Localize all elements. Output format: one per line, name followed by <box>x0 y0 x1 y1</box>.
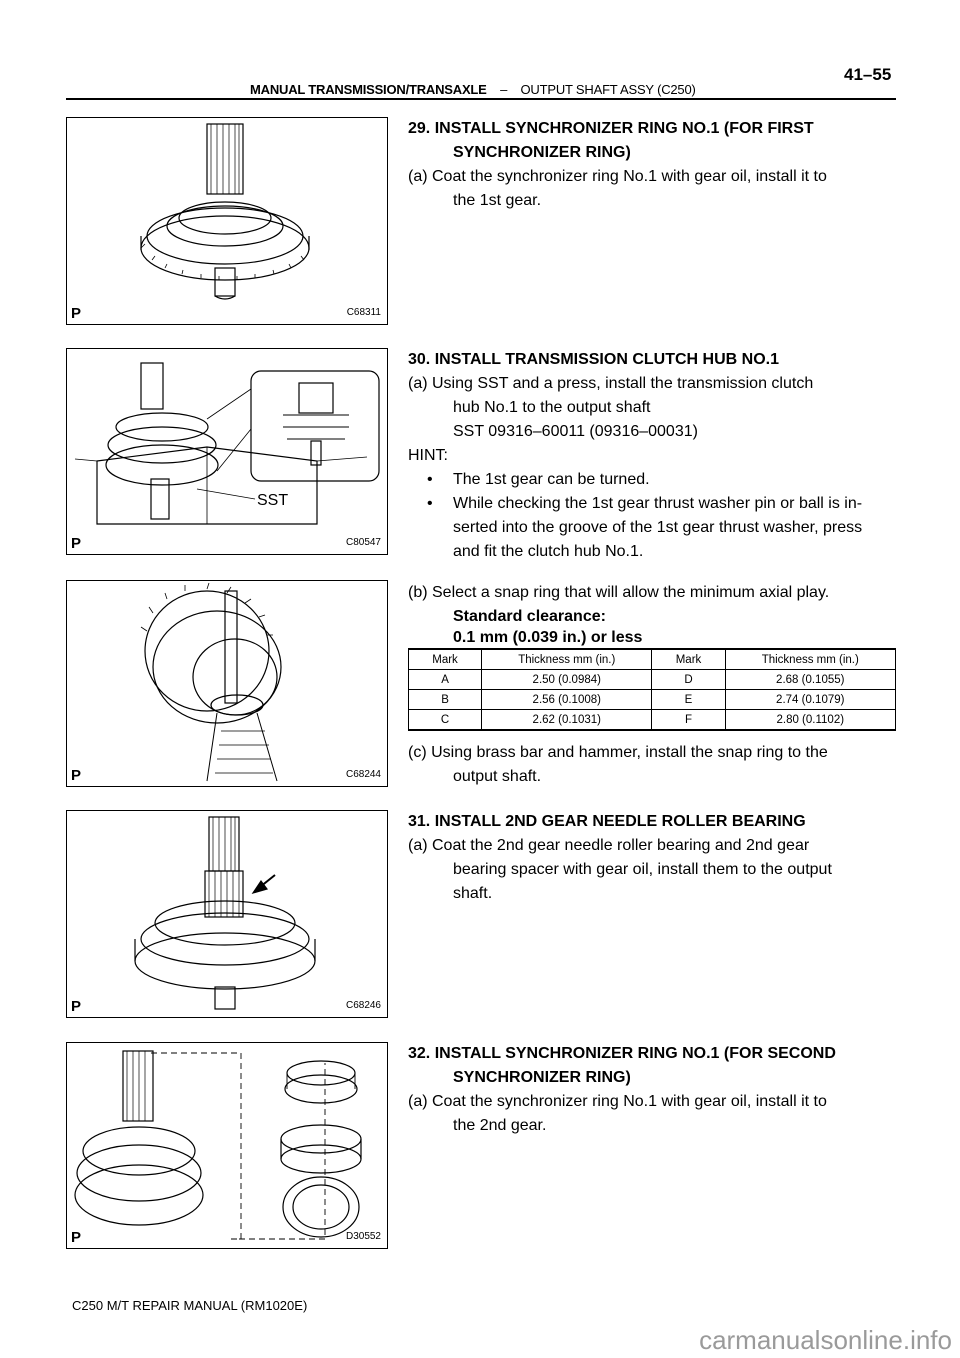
step-32-title-cont: SYNCHRONIZER RING) <box>453 1069 631 1086</box>
step-30-a-cont: hub No.1 to the output shaft <box>453 399 651 416</box>
table-cell: 2.50 (0.0984) <box>482 670 652 690</box>
table-cell: 2.56 (0.1008) <box>482 690 652 710</box>
table-row <box>409 690 896 710</box>
table-cell: 2.80 (0.1102) <box>725 710 895 731</box>
step-30-c-cont: output shaft. <box>453 768 542 785</box>
step-32-a-cont: the 2nd gear. <box>453 1117 547 1134</box>
figure-illustration <box>67 811 389 1019</box>
watermark: carmanualsonline.info <box>699 1325 952 1355</box>
table-cell: B <box>409 690 482 710</box>
table-cell: A <box>409 670 482 690</box>
snap-ring-table <box>408 648 896 731</box>
step-30-b: (b) Select a snap ring that will allow the minimum axial play. <box>408 584 830 601</box>
table-header-cell: Mark <box>409 649 482 670</box>
header-section: MANUAL TRANSMISSION/TRANSAXLE <box>250 82 487 97</box>
figure-synchronizer-ring-first <box>66 117 388 325</box>
figure-code: C68246 <box>345 1000 381 1011</box>
figure-clutch-hub-press <box>66 348 388 555</box>
figure-p-mark: P <box>71 535 82 552</box>
table-row <box>409 670 896 690</box>
step-30-c: (c) Using brass bar and hammer, install the snap ring to the <box>408 744 828 761</box>
figure-illustration <box>67 581 389 788</box>
step-31-a-cont: bearing spacer with gear oil, install them to the output <box>453 861 832 878</box>
table-cell: 2.62 (0.1031) <box>482 710 652 731</box>
step-30-sst: SST 09316–60011 (09316–00031) <box>453 423 698 440</box>
figure-p-mark: P <box>71 998 82 1015</box>
step-31-a: (a) Coat the 2nd gear needle roller bearing and 2nd gear <box>408 837 810 854</box>
figure-code: C68244 <box>345 769 381 780</box>
hint-bullet-2-cont2: and fit the clutch hub No.1. <box>453 543 644 560</box>
hint-bullet-2-cont: serted into the groove of the 1st gear thrust washer, press <box>453 519 863 536</box>
bullet-icon: • <box>427 495 433 512</box>
figure-illustration <box>67 118 389 326</box>
figure-illustration <box>67 349 389 556</box>
sst-callout-label: SST <box>257 492 289 509</box>
running-header <box>250 82 696 97</box>
step-29-title: 29. INSTALL SYNCHRONIZER RING NO.1 (FOR FIRST <box>408 120 814 137</box>
figure-snap-ring-install <box>66 580 388 787</box>
header-separator: – <box>500 82 508 97</box>
hint-bullet-2 <box>427 492 863 516</box>
step-30-title: 30. INSTALL TRANSMISSION CLUTCH HUB NO.1 <box>408 351 779 368</box>
hint-bullet-1 <box>427 468 650 492</box>
figure-code: C68311 <box>346 307 381 318</box>
figure-p-mark: P <box>71 1229 82 1246</box>
figure-illustration <box>67 1043 389 1250</box>
step-32-title: 32. INSTALL SYNCHRONIZER RING NO.1 (FOR SECOND <box>408 1045 836 1062</box>
table-cell: D <box>652 670 725 690</box>
step-29-a-cont: the 1st gear. <box>453 192 542 209</box>
page-footer: C250 M/T REPAIR MANUAL (RM1020E) <box>72 1298 308 1313</box>
header-subsection: OUTPUT SHAFT ASSY (C250) <box>520 82 696 97</box>
figure-p-mark: P <box>71 767 82 784</box>
figure-needle-roller-bearing <box>66 810 388 1018</box>
step-29-a: (a) Coat the synchronizer ring No.1 with gear oil, install it to <box>408 168 827 185</box>
step-29-title-cont: SYNCHRONIZER RING) <box>453 144 631 161</box>
page-number: 41–55 <box>844 65 892 84</box>
figure-code: C80547 <box>345 537 381 548</box>
table-cell: E <box>652 690 725 710</box>
table-header-cell: Thickness mm (in.) <box>725 649 895 670</box>
hint-label: HINT: <box>408 447 448 464</box>
figure-code: D30552 <box>345 1231 381 1242</box>
table-cell: 2.68 (0.1055) <box>725 670 895 690</box>
table-header-cell: Thickness mm (in.) <box>482 649 652 670</box>
figure-synchronizer-ring-second <box>66 1042 388 1249</box>
table-cell: C <box>409 710 482 731</box>
step-32-a: (a) Coat the synchronizer ring No.1 with gear oil, install it to <box>408 1093 827 1110</box>
table-cell: F <box>652 710 725 731</box>
table-header-row <box>409 649 896 670</box>
figure-p-mark: P <box>71 305 82 322</box>
bullet-icon: • <box>427 471 433 488</box>
hint-bullet-1-text: The 1st gear can be turned. <box>453 471 650 488</box>
hint-bullet-2-text: While checking the 1st gear thrust washer pin or ball is in- <box>453 495 863 512</box>
standard-clearance-value: 0.1 mm (0.039 in.) or less <box>453 629 643 646</box>
step-30-a: (a) Using SST and a press, install the transmission clutch <box>408 375 814 392</box>
table-cell: 2.74 (0.1079) <box>725 690 895 710</box>
table-header-cell: Mark <box>652 649 725 670</box>
step-31-title: 31. INSTALL 2ND GEAR NEEDLE ROLLER BEARING <box>408 813 806 830</box>
step-31-a-cont2: shaft. <box>453 885 493 902</box>
header-rule <box>66 98 896 100</box>
table-row <box>409 710 896 731</box>
standard-clearance-label: Standard clearance: <box>453 608 606 625</box>
